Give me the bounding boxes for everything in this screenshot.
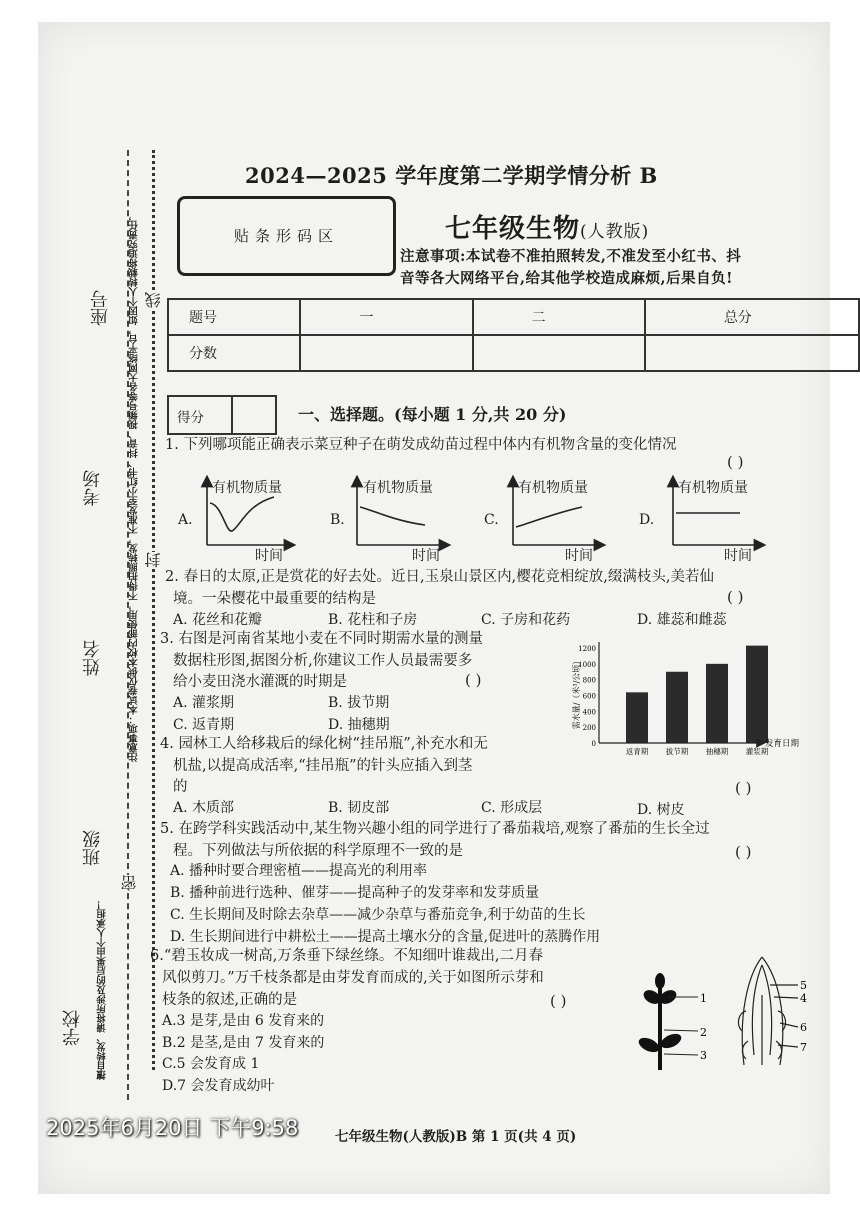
chart-y-tick-label: 400 — [582, 708, 596, 717]
score-cell — [473, 335, 645, 371]
q4-opt-c: C. 形成层 — [481, 800, 543, 816]
score-cell — [645, 335, 859, 371]
page-footer: 七年级生物(人教版)B 第 1 页(共 4 页) — [335, 1129, 577, 1145]
fig-label-5: 5 — [800, 979, 807, 992]
q1-stem: 1. 下列哪项能正确表示菜豆种子在萌发成幼苗过程中体内有机物含量的变化情况 — [165, 437, 677, 453]
score-box-divider — [231, 397, 233, 433]
chart-x-tick-label: 灌浆期 — [745, 747, 769, 756]
q4-opt-a: A. 木质部 — [173, 800, 235, 816]
q3-answer-paren: ( ) — [465, 671, 482, 689]
section-title: 一、选择题。(每小题 1 分,共 20 分) — [298, 405, 567, 424]
chart-bar — [706, 664, 728, 743]
branch-drawing — [636, 973, 698, 1070]
q1-ylabel-a: 有机物质量 — [212, 480, 282, 496]
q6-opt-d: D.7 会发育成幼叶 — [162, 1078, 275, 1094]
chart-y-tick-label: 0 — [591, 740, 596, 748]
fig-label-1: 1 — [700, 992, 707, 1005]
fig-label-3: 3 — [700, 1049, 707, 1062]
q1-ylabel-c: 有机物质量 — [518, 480, 588, 496]
q1-xlabel-d: 时间 — [724, 548, 752, 564]
notice-line-1: 注意事项:本试卷不准拍照转发,不准发至小红书、抖 — [400, 248, 742, 265]
q3-line-1: 3. 右图是河南省某地小麦在不同时期需水量的测量 — [160, 631, 483, 647]
field-seat: 座号 — [90, 290, 111, 326]
photo-timestamp: 2025年6月20日 下午9:58 — [46, 1116, 299, 1140]
chart-bar — [666, 672, 688, 743]
fig-label-2: 2 — [700, 1026, 707, 1039]
field-school: 学校 — [62, 1010, 83, 1046]
q6-opt-a: A.3 是芽,是由 6 发育来的 — [162, 1013, 325, 1029]
binding-dotted-line — [152, 150, 155, 1070]
header-notice — [400, 246, 795, 290]
chart-y-tick-label: 200 — [582, 724, 596, 733]
q4-opt-b: B. 韧皮部 — [328, 800, 390, 816]
q5-opt-b: B. 播种前进行选种、催芽——提高种子的发芽率和发芽质量 — [170, 885, 540, 901]
chart-y-tick-label: 800 — [582, 676, 596, 685]
q1-ylabel-b: 有机物质量 — [363, 480, 433, 496]
seal-mi: 密 — [120, 875, 139, 891]
field-exam-room: 考场 — [82, 470, 103, 506]
q2-line-2: 境。一朵樱花中最重要的结构是 — [173, 591, 376, 607]
section-score-label: 得分 — [177, 410, 204, 426]
q1-xlabel-b: 时间 — [412, 548, 440, 564]
score-header-cell: 总分 — [645, 299, 859, 335]
q3-line-3: 给小麦田浇水灌溉的时期是 — [173, 674, 347, 690]
field-class: 班级 — [82, 830, 103, 866]
q4-line-3: 的 — [173, 779, 188, 795]
chart-bar — [746, 646, 768, 743]
seal-feng: 封 — [144, 552, 163, 568]
bud-section-drawing — [739, 957, 798, 1065]
q1-ylabel-d: 有机物质量 — [678, 480, 748, 496]
q2-answer-paren: ( ) — [727, 588, 744, 606]
q1-opt-c: C. — [484, 512, 499, 528]
q3-opt-c: C. 返青期 — [173, 717, 235, 733]
q3-line-2: 数据柱形图,据图分析,你建议工作人员最需要多 — [173, 653, 473, 669]
q5-opt-d: D. 生长期间进行中耕松土——提高土壤水分的含量,促进叶的蒸腾作用 — [170, 929, 601, 945]
chart-x-label: 发育日期 — [765, 739, 800, 749]
chart-y-label: 需水量/（米³/公顷） — [572, 656, 581, 730]
q4-line-2: 机盐,以提高成活率,“挂吊瓶”的针头应插入到茎 — [173, 758, 473, 774]
chart-y-tick-label: 1200 — [578, 645, 596, 653]
q5-line-1: 5. 在跨学科实践活动中,某生物兴趣小组的同学进行了番茄栽培,观察了番茄的生长全过 — [160, 821, 710, 837]
q6-line-3: 枝条的叙述,正确的是 — [162, 992, 298, 1008]
q4-line-1: 4. 园林工人给移栽后的绿化树“挂吊瓶”,补充水和无 — [160, 736, 488, 752]
q5-opt-c: C. 生长期间及时除去杂草——减少杂草与番茄竞争,利于幼苗的生长 — [170, 907, 586, 923]
q2-opt-d: D. 雄蕊和雌蕊 — [637, 612, 727, 628]
q3-opt-b: B. 拔节期 — [328, 695, 390, 711]
subject-name: 七年级生物 — [445, 214, 581, 244]
fig-label-7: 7 — [800, 1041, 807, 1054]
q1-xlabel-c: 时间 — [565, 548, 593, 564]
section-score-box — [167, 395, 277, 435]
q1-opt-d: D. — [639, 512, 655, 528]
chart-y-tick-label: 600 — [582, 692, 596, 701]
chart-x-tick-label: 抽穗期 — [705, 747, 729, 756]
q6-bud-branch-figure — [620, 955, 820, 1080]
score-header-cell: 二 — [473, 299, 645, 335]
seal-xian: 线 — [144, 292, 163, 308]
chart-bar — [626, 692, 648, 743]
score-header-cell: 题号 — [168, 299, 300, 335]
q6-opt-b: B.2 是茎,是由 7 发育来的 — [162, 1035, 325, 1051]
score-table — [167, 298, 860, 372]
q4-answer-paren: ( ) — [735, 779, 752, 797]
q2-line-1: 2. 春日的太原,正是赏花的好去处。近日,玉泉山景区内,樱花竞相绽放,缀满枝头,美若仙 — [165, 569, 714, 585]
barcode-area — [177, 196, 396, 276]
chart-x-tick-label: 拔节期 — [665, 747, 689, 756]
chart-x-tick-label: 返青期 — [625, 747, 649, 756]
notice-line-2: 音等各大网络平台,给其他学校造成麻烦,后果自负! — [400, 270, 733, 287]
q5-opt-a: A. 播种时要合理密植——提高光的利用率 — [170, 863, 428, 879]
q1-opt-a: A. — [178, 512, 193, 528]
side-notice-2: 擅自转发、请将所涉及的后果由个人承担！ — [97, 899, 108, 1080]
q6-answer-paren: ( ) — [550, 992, 567, 1010]
q4-opt-d: D. 树皮 — [637, 802, 685, 818]
field-name: 姓名 — [82, 640, 103, 676]
fig-label-4: 4 — [800, 992, 807, 1005]
q6-line-1: 6.“碧玉妆成一树高,万条垂下绿丝绦。不知细叶谁裁出,二月春 — [150, 948, 543, 964]
q3-opt-d: D. 抽穗期 — [328, 717, 390, 733]
side-notice: 注意事项：本试卷仅供本校内部使用，不得拍照转发，不准发至小红书、抖音、视频号等各大网络平台，如因个人转载将追究责任， — [129, 211, 140, 762]
barcode-area-label: 贴条形码区 — [233, 227, 339, 245]
q2-opt-c: C. 子房和花药 — [481, 612, 571, 628]
q5-answer-paren: ( ) — [735, 843, 752, 861]
q6-line-2: 风似剪刀。”万千枝条都是由芽发育而成的,关于如图所示芽和 — [162, 970, 544, 986]
q3-water-chart — [555, 638, 813, 763]
q2-opt-b: B. 花柱和子房 — [328, 612, 418, 628]
q1-answer-paren: ( ) — [727, 453, 744, 471]
chart-y-tick-label: 1000 — [578, 660, 596, 669]
q3-opt-a: A. 灌浆期 — [173, 695, 235, 711]
q6-opt-c: C.5 会发育成 1 — [162, 1056, 260, 1072]
q2-opt-a: A. 花丝和花瓣 — [173, 612, 263, 628]
fig-label-6: 6 — [800, 1021, 807, 1034]
q5-line-2: 程。下列做法与所依据的科学原理不一致的是 — [173, 843, 463, 859]
exam-title: 2024—2025 学年度第二学期学情分析 B — [245, 163, 658, 188]
score-row-label: 分数 — [168, 335, 300, 371]
q1-opt-b: B. — [330, 512, 345, 528]
subject-title — [445, 208, 649, 245]
subject-edition: (人教版) — [580, 222, 650, 242]
q1-xlabel-a: 时间 — [255, 548, 283, 564]
score-header-cell: 一 — [300, 299, 472, 335]
score-cell — [300, 335, 472, 371]
